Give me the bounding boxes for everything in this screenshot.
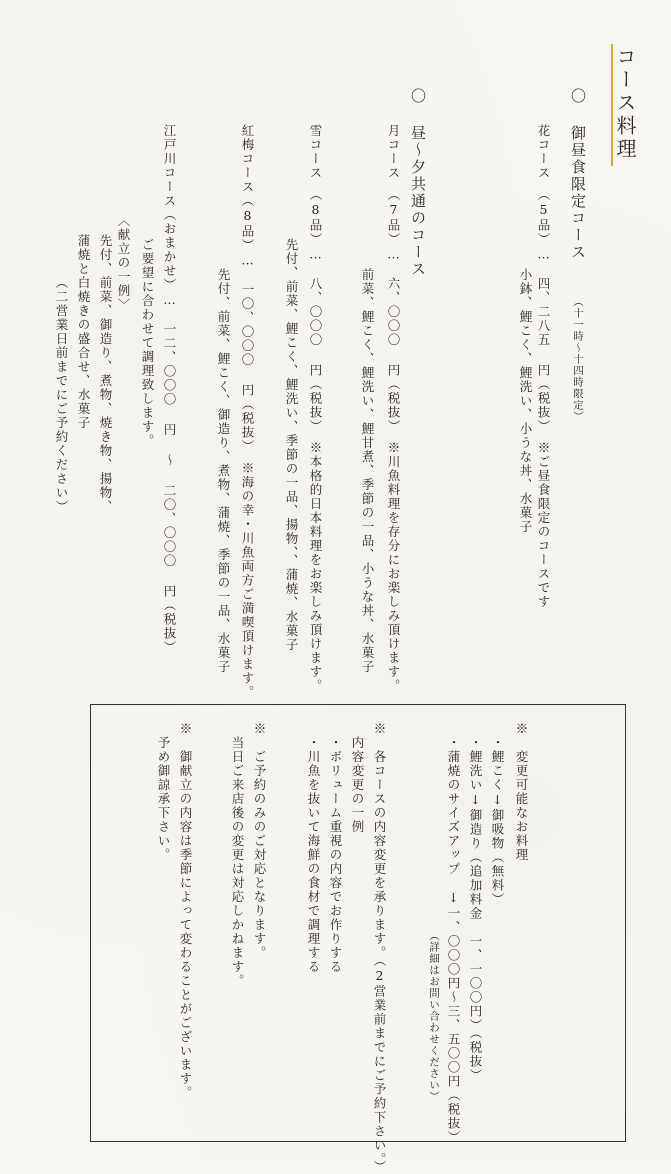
content-change-heading: ※ 各コースの内容変更を承ります。（2営業前までにご予約下さい。） <box>372 722 387 1174</box>
hana-course-menu: 小鉢、鯉こく、鯉洗い、小うな丼、水菓子 <box>518 268 533 534</box>
koubai-course-line: 紅梅コース（8品）… 一〇、〇〇〇 円（税抜） ※海の幸・川魚両方ご満喫頂けます。 <box>240 124 255 700</box>
yuki-course-line: 雪コース （8品）… 八、〇〇〇 円（税抜） ※本格的日本料理をお楽しみ頂けます。 <box>308 124 323 693</box>
title-accent-rule <box>611 44 613 166</box>
reservation-heading: ※ ご予約のみのご対応となります。 <box>252 722 267 960</box>
hana-course-line: 花コース （5品）… 四、二八五 円（税抜） ※ご昼食限定のコースです <box>536 124 551 609</box>
season-heading: ※ 御献立の内容は季節によって変わることがございます。 <box>178 722 193 1100</box>
edogawa-example-label: 〈献立の一例〉 <box>116 214 131 312</box>
edogawa-course-note: ご要望に合わせて調理致します。 <box>140 238 155 448</box>
tsuki-course-line: 月コース （7品）… 六、〇〇〇 円（税抜） ※川魚料理を存分にお楽しみ頂けます。 <box>386 124 401 693</box>
edogawa-course-line: 江戸川コース（おまかせ）… 一二、〇〇〇 円 〜 二〇、〇〇〇 円（税抜） <box>162 124 177 655</box>
season-subtext: 予め御諒承下さい。 <box>156 736 171 862</box>
koubai-course-menu: 先付、前菜、鯉こく、御造り、煮物、蒲焼、季節の一品、水菓子 <box>216 268 231 674</box>
content-change-item-1: ・ボリューム重視の内容でお作りする <box>328 736 343 974</box>
reservation-subtext: 当日ご来店後の変更は対応しかねます。 <box>230 736 245 988</box>
lunch-hours: （十一時〜十四時限定） <box>572 296 584 423</box>
tsuki-course-menu: 前菜、鯉こく、鯉洗い、鯉甘煮、季節の一品、小うな丼、水菓子 <box>360 268 375 674</box>
edogawa-reservation-note: （二営業日前までにご予約ください） <box>54 276 69 514</box>
yuki-course-menu: 先付、前菜、鯉こく、鯉洗い、季節の一品、揚物、、蒲焼、水菓子 <box>284 238 299 652</box>
change-item-1: ・鯉こく↓御吸物（無料） <box>490 736 505 907</box>
change-item-3-note: （詳細はお問い合わせください） <box>428 930 440 1103</box>
change-item-2: ・鯉洗い↓御造り（追加料金 一、一〇〇円）（税抜） <box>468 736 483 1083</box>
change-heading: ※ 変更可能なお料理 <box>514 722 529 862</box>
lunch-heading: 〇 御昼食限定コース <box>569 88 587 261</box>
content-change-item-2: ・川魚を抜いて海鮮の食材で調理する <box>306 736 321 974</box>
edogawa-example-line1: 先付、前菜、御造り、煮物、焼き物、揚物、 <box>98 234 113 514</box>
common-heading: 〇 昼〜夕共通のコース <box>409 88 427 278</box>
content-change-subheading: 内容変更の一例 <box>350 736 365 834</box>
page-title: コース料理 <box>613 46 637 161</box>
change-item-3: ・蒲焼のサイズアップ ↓一、〇〇〇円〜三、五〇〇円（税抜） <box>446 736 461 1145</box>
edogawa-example-line2: 蒲焼と白焼きの盛合せ、水菓子 <box>76 234 91 430</box>
